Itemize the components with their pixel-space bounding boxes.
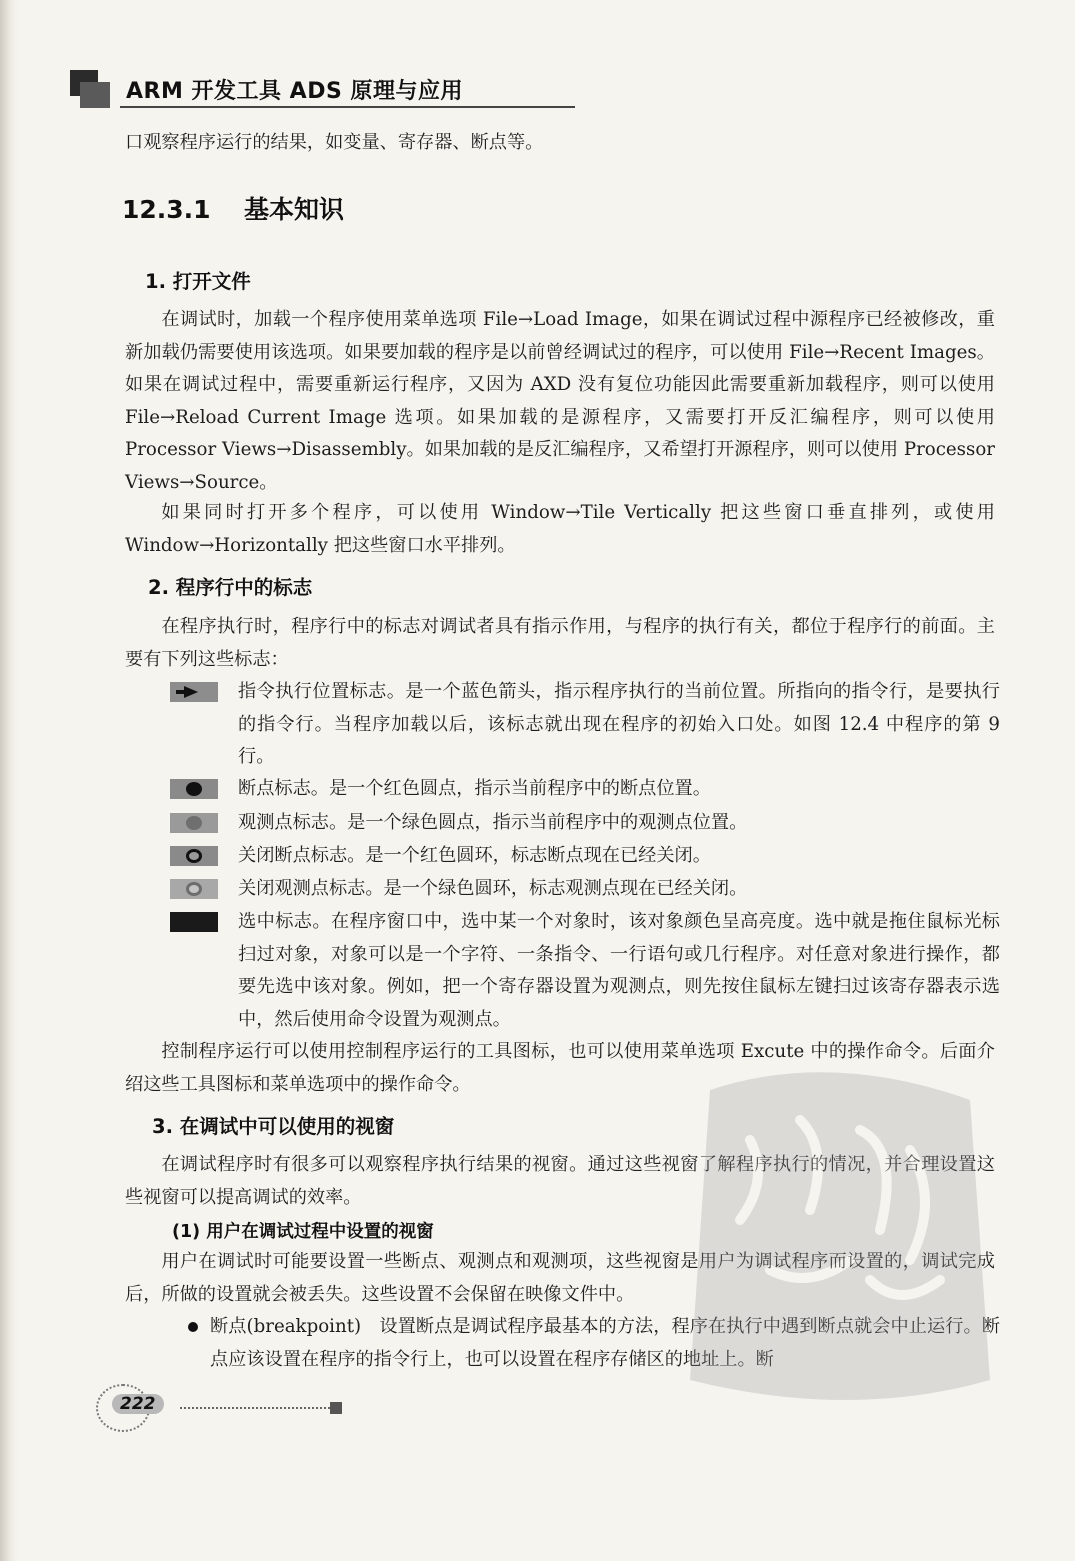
green-dot-marker-icon: [170, 813, 218, 833]
sub-subsection-heading: (1) 用户在调试过程中设置的视窗: [172, 1222, 434, 1242]
bullet-text: 断点(breakpoint) 设置断点是调试程序最基本的方法，程序在执行中遇到断点就会中止运行。断点应该设置在程序的指令行上，也可以设置在程序存储区的地址上。断: [210, 1316, 1000, 1370]
intro-line: 口观察程序运行的结果，如变量、寄存器、断点等。: [125, 132, 544, 153]
section-number: 12.3.1: [122, 195, 211, 224]
library-seal-watermark: [650, 1050, 1010, 1410]
header-block-shadow-icon: [80, 82, 110, 108]
scan-binding-edge: [0, 0, 18, 1561]
section-heading: [122, 190, 344, 226]
marker-item-green-dot: [170, 807, 1000, 840]
marker-item-red-dot: [170, 773, 1000, 806]
marker-item-green-ring: [170, 873, 1000, 906]
section-title: 基本知识: [244, 195, 345, 224]
subsection-heading-windows: 3. 在调试中可以使用的视窗: [152, 1115, 395, 1138]
header-title: ARM 开发工具 ADS 原理与应用: [126, 79, 463, 104]
selection-marker-icon: [170, 912, 218, 932]
subsection-heading-open-file: 1. 打开文件: [145, 270, 251, 293]
windows-intro: 在调试程序时有很多可以观察程序执行结果的视窗。通过这些视窗了解程序执行的情况，并合理设置这些视窗可以提高调试的效率。: [125, 1154, 995, 1208]
marker-text: 指令执行位置标志。是一个蓝色箭头，指示程序执行的当前位置。所指向的指令行，是要执行的指令行。当程序加载以后，该标志就出现在程序的初始入口处。如图 12.4 中程序的第 9 行。: [238, 681, 1000, 767]
markers-intro: 在程序执行时，程序行中的标志对调试者具有指示作用，与程序的执行有关，都位于程序行的前面。主要有下列这些标志：: [125, 616, 995, 670]
markers-outro: 控制程序运行可以使用控制程序运行的工具图标，也可以使用菜单选项 Excute 中的操作命令。后面介绍这些工具图标和菜单选项中的操作命令。: [125, 1041, 995, 1095]
open-file-paragraph-1: 在调试时，加载一个程序使用菜单选项 File→Load Image，如果在调试过程中源程序已经被修改，重新加载仍需要使用该选项。如果要加载的程序是以前曾经调试过的程序，可以使用 File→Recent Images。如果在调试过程中，需要重新运行程序，又因为 AXD 没有复位功能因此需要重新加载程序，则可以使用 File→Reload Current Image 选项。如果加载的是源程序，又需要打开反汇编程序，则可以使用 Processor Views→Disassembly。如果加载的是反汇编程序，又希望打开源程序，则可以使用 Processor Views→Source。: [125, 309, 995, 493]
subsection-heading-markers: 2. 程序行中的标志: [148, 576, 313, 599]
page-number: 222: [112, 1394, 164, 1414]
marker-text: 关闭断点标志。是一个红色圆环，标志断点现在已经关闭。: [238, 845, 711, 866]
marker-item-red-ring: [170, 840, 1000, 873]
marker-text: 断点标志。是一个红色圆点，指示当前程序中的断点位置。: [238, 778, 711, 799]
open-file-paragraph-2: 如果同时打开多个程序，可以使用 Window→Tile Vertically 把这些窗口垂直排列，或使用 Window→Horizontally 把这些窗口水平排列。: [125, 502, 995, 556]
footer-rule: [180, 1407, 330, 1409]
red-dot-marker-icon: [170, 779, 218, 799]
marker-item-selection: [170, 906, 1000, 1036]
marker-text: 选中标志。在程序窗口中，选中某一个对象时，该对象颜色呈高亮度。选中就是拖住鼠标光标扫过对象，对象可以是一个字符、一条指令、一行语句或几行程序。对任意对象进行操作，都要先选中该对象。例如，把一个寄存器设置为观测点，则先按住鼠标左键扫过该寄存器表示选中，然后使用命令设置为观测点。: [238, 911, 1000, 1030]
marker-text: 观测点标志。是一个绿色圆点，指示当前程序中的观测点位置。: [238, 812, 748, 833]
running-header: [70, 66, 510, 114]
header-rule: [120, 106, 575, 108]
green-ring-marker-icon: [170, 879, 218, 899]
marker-text: 关闭观测点标志。是一个绿色圆环，标志观测点现在已经关闭。: [238, 878, 748, 899]
arrow-marker-icon: [170, 682, 218, 702]
windows-sub-paragraph: 用户在调试时可能要设置一些断点、观测点和观测项，这些视窗是用户为调试程序而设置的，调试完成后，所做的设置就会被丢失。这些设置不会保留在映像文件中。: [125, 1251, 995, 1305]
red-ring-marker-icon: [170, 846, 218, 866]
marker-item-arrow: [170, 676, 1000, 774]
footer-square-icon: [330, 1402, 342, 1414]
bullet-icon: [188, 1322, 198, 1332]
